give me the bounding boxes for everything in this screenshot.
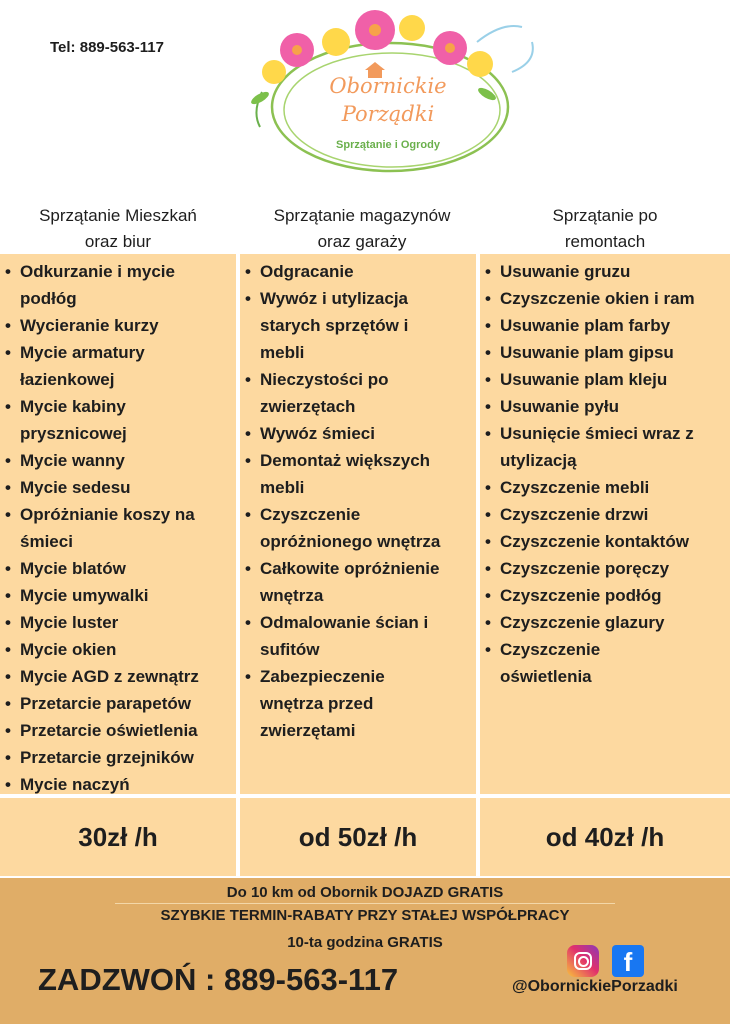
footer-line-travel: Do 10 km od Obornik DOJAZD GRATIS	[226, 884, 504, 901]
instagram-icon[interactable]	[567, 945, 599, 977]
list-item: • Odmalowanie ścian i	[240, 609, 476, 636]
price-warehouses: od 50zł /h	[240, 798, 476, 876]
column-title-line: oraz biur	[84, 232, 152, 251]
list-item: • Przetarcie oświetlenia	[0, 717, 236, 744]
list-item: • Czyszczenie podłóg	[480, 582, 730, 609]
price-renovation: od 40zł /h	[480, 798, 730, 876]
list-item: • Usuwanie plam farby	[480, 312, 730, 339]
services-list-warehouses	[240, 254, 476, 794]
list-item: • Czyszczenie	[240, 501, 476, 528]
logo-title-line2: Porządki	[341, 102, 435, 126]
list-item: starych sprzętów i	[260, 316, 409, 335]
column-title-warehouses	[244, 203, 480, 255]
call-cta: ZADZWOŃ : 889-563-117	[38, 962, 399, 997]
footer	[0, 878, 730, 1024]
phone-number: Tel: 889-563-117	[50, 39, 164, 56]
column-title-line: Sprzątanie po	[552, 206, 658, 225]
list-item: • Opróżnianie koszy na	[0, 501, 236, 528]
list-item: • Demontaż większych	[240, 447, 476, 474]
column-title-line: Sprzątanie Mieszkań	[39, 206, 197, 225]
list-item: opróżnionego wnętrza	[260, 532, 441, 551]
list-item: • Odgracanie	[240, 258, 476, 285]
list-item: • Mycie AGD z zewnątrz	[0, 663, 236, 690]
footer-line-discount: SZYBKIE TERMIN-RABATY PRZY STAŁEJ WSPÓŁPRACY	[160, 907, 570, 924]
list-item: • Wywóz śmieci	[240, 420, 476, 447]
list-item: prysznicowej	[20, 424, 127, 443]
list-item: • Mycie wanny	[0, 447, 236, 474]
column-title-line: remontach	[564, 232, 646, 251]
list-item: wnętrza	[260, 586, 324, 605]
list-item: • Zabezpieczenie	[240, 663, 476, 690]
list-item: zwierzętach	[260, 397, 356, 416]
list-item: • Czyszczenie drzwi	[480, 501, 730, 528]
list-item: sufitów	[260, 640, 320, 659]
list-item: • Czyszczenie	[480, 636, 730, 663]
list-item: • Wycieranie kurzy	[0, 312, 236, 339]
list-item: • Wywóz i utylizacja	[240, 285, 476, 312]
column-title-apartments	[0, 203, 236, 255]
price-apartments: 30zł /h	[0, 798, 236, 876]
list-item: • Czyszczenie poręczy	[480, 555, 730, 582]
list-item: • Czyszczenie okien i ram	[480, 285, 730, 312]
column-title-line: Sprzątanie magazynów	[273, 206, 451, 225]
logo-title-line1: Obornickie	[329, 74, 447, 98]
list-item: podłóg	[20, 289, 77, 308]
list-item: • Czyszczenie mebli	[480, 474, 730, 501]
list-item: • Mycie armatury	[0, 339, 236, 366]
list-item: • Mycie umywalki	[0, 582, 236, 609]
list-item: • Mycie luster	[0, 609, 236, 636]
footer-divider	[115, 903, 615, 904]
column-title-renovation	[480, 203, 730, 255]
logo	[232, 2, 544, 187]
list-item: • Usuwanie gruzu	[480, 258, 730, 285]
services-list-apartments	[0, 254, 236, 794]
social-handle[interactable]: @ObornickiePorzadki	[512, 978, 678, 995]
list-item: • Czyszczenie glazury	[480, 609, 730, 636]
footer-line-free-hour: 10-ta godzina GRATIS	[287, 934, 443, 951]
logo-subtitle: Sprzątanie i Ogrody	[336, 139, 440, 151]
list-item: • Nieczystości po	[240, 366, 476, 393]
list-item: • Usuwanie plam kleju	[480, 366, 730, 393]
services-list-renovation	[480, 254, 730, 794]
list-item: śmieci	[20, 532, 73, 551]
list-item: oświetlenia	[500, 667, 592, 686]
list-item: • Mycie okien	[0, 636, 236, 663]
facebook-icon[interactable]: f	[612, 945, 644, 977]
list-item: • Usuwanie pyłu	[480, 393, 730, 420]
list-item: • Czyszczenie kontaktów	[480, 528, 730, 555]
list-item: wnętrza przed	[260, 694, 374, 713]
list-item: mebli	[260, 343, 305, 362]
list-item: zwierzętami	[260, 721, 356, 740]
list-item: • Mycie naczyń	[0, 771, 236, 798]
list-item: • Przetarcie parapetów	[0, 690, 236, 717]
list-item: • Całkowite opróżnienie	[240, 555, 476, 582]
list-item: • Usuwanie plam gipsu	[480, 339, 730, 366]
list-item: utylizacją	[500, 451, 577, 470]
list-item: łazienkowej	[20, 370, 115, 389]
list-item: • Mycie kabiny	[0, 393, 236, 420]
list-item: • Odkurzanie i mycie	[0, 258, 236, 285]
list-item: mebli	[260, 478, 305, 497]
list-item: • Usunięcie śmieci wraz z	[480, 420, 730, 447]
column-title-line: oraz garaży	[317, 232, 407, 251]
list-item: • Mycie blatów	[0, 555, 236, 582]
list-item: • Mycie sedesu	[0, 474, 236, 501]
list-item: • Przetarcie grzejników	[0, 744, 236, 771]
